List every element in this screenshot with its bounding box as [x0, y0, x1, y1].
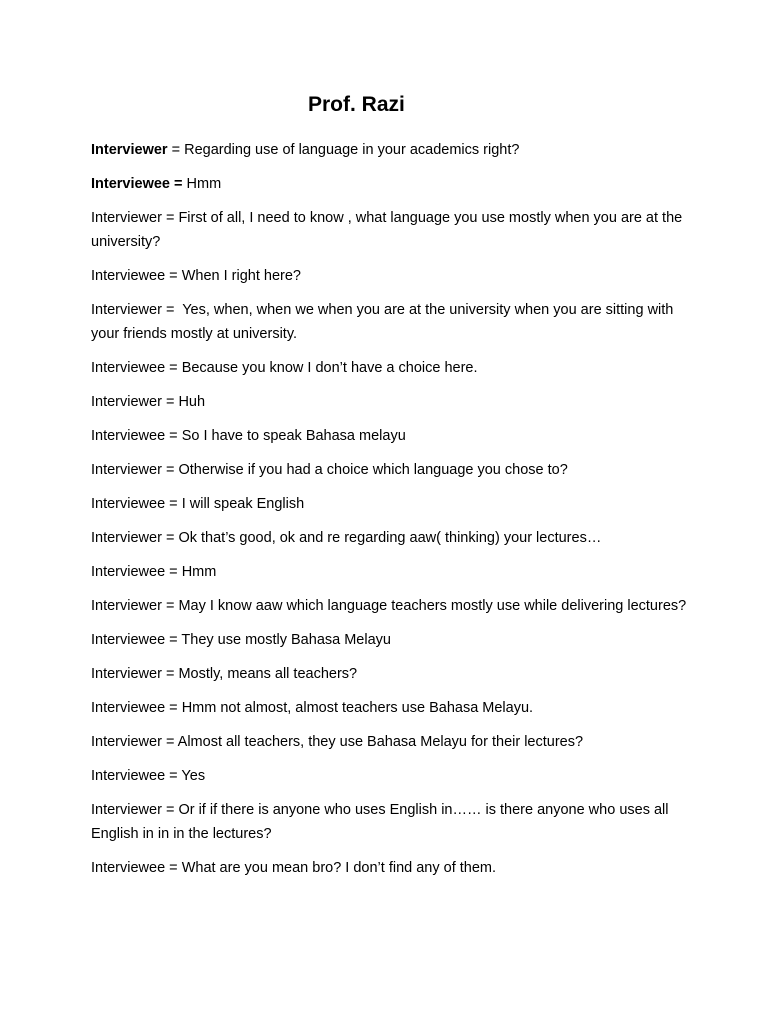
speaker-label: Interviewer: [91, 302, 162, 318]
speaker-separator: =: [161, 802, 179, 818]
speaker-separator: =: [165, 268, 182, 284]
speaker-label: Interviewer: [91, 734, 162, 750]
speaker-separator: =: [165, 768, 182, 784]
utterance-text: Hmm not almost, almost teachers use Bahasa Melayu.: [181, 700, 534, 716]
transcript-line: [91, 492, 691, 516]
utterance-text: They use mostly Bahasa Melayu: [181, 632, 391, 648]
speaker-separator: =: [165, 496, 182, 512]
utterance-text: Almost all teachers, they use Bahasa Melayu for their lectures?: [177, 734, 584, 750]
transcript: [91, 138, 691, 890]
speaker-separator: =: [161, 302, 183, 318]
transcript-line: [91, 458, 691, 482]
speaker-label: Interviewee: [91, 564, 166, 580]
utterance-text: Because you know I don’t have a choice here.: [181, 360, 478, 376]
utterance-text: So I have to speak Bahasa melayu: [181, 428, 406, 444]
transcript-line: [91, 356, 691, 380]
speaker-label: Interviewee: [91, 360, 166, 376]
utterance-text: Yes: [181, 768, 206, 784]
speaker-separator: =: [165, 632, 182, 648]
speaker-separator: =: [161, 210, 179, 226]
speaker-separator: =: [161, 530, 179, 546]
speaker-label: Interviewee: [91, 268, 166, 284]
transcript-line: [91, 298, 691, 346]
transcript-line: [91, 264, 691, 288]
utterance-text: When I right here?: [181, 268, 301, 284]
speaker-label: Interviewer: [91, 598, 162, 614]
transcript-line: [91, 138, 691, 162]
speaker-separator: =: [161, 462, 179, 478]
utterance-text: First of all, I need to know , what language you use mostly when you are at the university?: [91, 210, 683, 250]
speaker-separator: =: [165, 860, 182, 876]
speaker-separator: =: [161, 598, 179, 614]
utterance-text: Huh: [178, 394, 206, 410]
speaker-separator: =: [161, 394, 179, 410]
utterance-text: I will speak English: [181, 496, 305, 512]
utterance-text: Hmm: [181, 564, 217, 580]
speaker-label: Interviewer: [91, 666, 162, 682]
speaker-label: Interviewee: [91, 768, 166, 784]
utterance-text: What are you mean bro? I don’t find any of them.: [181, 860, 497, 876]
utterance-text: Ok that’s good, ok and re regarding aaw( thinking) your lectures…: [178, 530, 602, 546]
speaker-label: Interviewer: [91, 530, 162, 546]
utterance-text: Regarding use of language in your academics right?: [184, 142, 520, 158]
utterance-text: May I know aaw which language teachers mostly use while delivering lectures?: [178, 598, 687, 614]
transcript-line: [91, 696, 691, 720]
transcript-line: [91, 424, 691, 448]
utterance-text: Yes, when, when we when you are at the university when you are sitting with your friends mostly at university.: [91, 302, 674, 342]
transcript-line: [91, 856, 691, 880]
speaker-label: Interviewee: [91, 176, 170, 192]
speaker-label: Interviewer: [91, 462, 162, 478]
speaker-label: Interviewee: [91, 700, 166, 716]
utterance-text: Otherwise if you had a choice which language you chose to?: [178, 462, 568, 478]
transcript-line: [91, 526, 691, 550]
speaker-separator: =: [161, 734, 178, 750]
transcript-line: [91, 730, 691, 754]
speaker-label: Interviewer: [91, 394, 162, 410]
speaker-label: Interviewer: [91, 802, 162, 818]
speaker-separator: =: [165, 700, 182, 716]
utterance-text: Hmm: [186, 176, 222, 192]
speaker-label: Interviewer: [91, 210, 162, 226]
speaker-label: Interviewee: [91, 496, 166, 512]
speaker-separator: =: [165, 360, 182, 376]
speaker-separator: =: [161, 666, 179, 682]
speaker-separator: =: [167, 142, 185, 158]
speaker-separator: =: [165, 428, 182, 444]
transcript-line: [91, 628, 691, 652]
speaker-separator: =: [170, 176, 187, 192]
transcript-line: [91, 560, 691, 584]
speaker-separator: =: [165, 564, 182, 580]
speaker-label: Interviewee: [91, 632, 166, 648]
transcript-line: [91, 798, 691, 846]
speaker-label: Interviewee: [91, 428, 166, 444]
speaker-label: Interviewee: [91, 860, 166, 876]
speaker-label: Interviewer: [91, 142, 168, 158]
page-title: Prof. Razi: [308, 93, 405, 116]
transcript-line: [91, 172, 691, 196]
transcript-line: [91, 594, 691, 618]
transcript-line: [91, 764, 691, 788]
utterance-text: Mostly, means all teachers?: [178, 666, 358, 682]
utterance-text: Or if if there is anyone who uses English in…… is there anyone who uses all English in in in the lectures?: [91, 802, 669, 842]
transcript-line: [91, 206, 691, 254]
transcript-line: [91, 662, 691, 686]
transcript-line: [91, 390, 691, 414]
